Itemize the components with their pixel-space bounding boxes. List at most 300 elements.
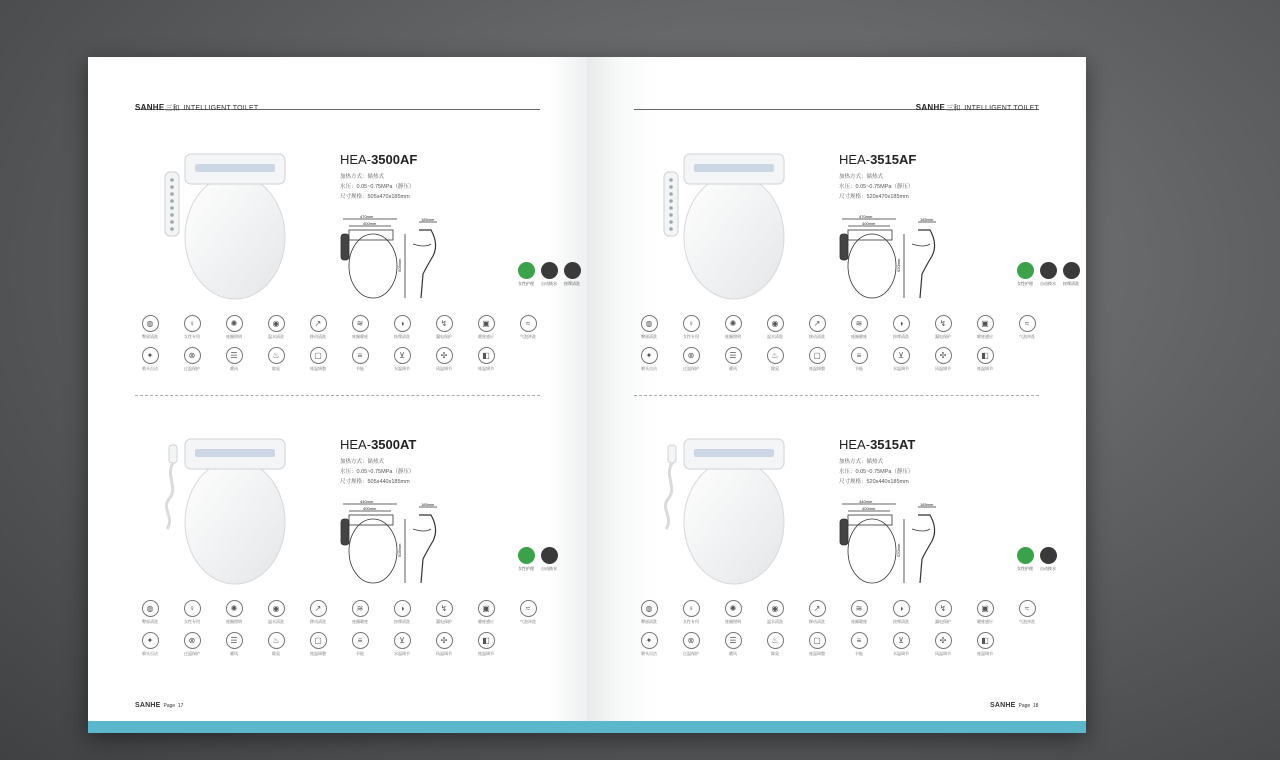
feature-label: 风温调节 <box>436 366 452 371</box>
feature-label: 暖风 <box>729 651 737 656</box>
feature-item <box>135 600 165 625</box>
feature-badges <box>1014 547 1104 577</box>
feature-item <box>718 632 748 657</box>
svg-text:400mm: 400mm <box>862 506 876 511</box>
feature-item <box>1012 600 1042 625</box>
feature-item <box>177 347 207 372</box>
feature-label: 暖座感应 <box>478 619 494 624</box>
feature-icon: ⊻ <box>893 347 910 364</box>
feature-icon: ◑ <box>394 600 411 617</box>
feature-label: 暖座感应 <box>977 619 993 624</box>
feature-icon: ✦ <box>142 632 159 649</box>
right-page <box>587 57 1086 721</box>
svg-text:520mm: 520mm <box>896 258 901 272</box>
accent-bar <box>88 721 1086 733</box>
feature-label: 臀部清洗 <box>142 619 158 624</box>
feature-label: 过温保护 <box>683 366 699 371</box>
feature-icon: ◉ <box>767 600 784 617</box>
feature-item <box>345 600 375 625</box>
feature-label: 座温调整 <box>310 651 326 656</box>
feature-item <box>387 632 417 657</box>
feature-icon: ✦ <box>142 347 159 364</box>
feature-icon: ✣ <box>436 632 453 649</box>
feature-item <box>760 600 790 625</box>
feature-label: 座温调节 <box>977 651 993 656</box>
feature-label: 暖风 <box>230 651 238 656</box>
feature-icon: ↗ <box>809 600 826 617</box>
feature-label: 风温调节 <box>436 651 452 656</box>
catalog-spread <box>88 57 1086 733</box>
feature-item <box>303 600 333 625</box>
feature-label: 移动清洗 <box>809 619 825 624</box>
feature-item <box>634 347 664 372</box>
feature-label: 水温调节 <box>893 366 909 371</box>
feature-badge <box>1014 547 1036 572</box>
feature-icon: ✣ <box>436 347 453 364</box>
feature-icon: ◑ <box>893 600 910 617</box>
feature-icon: ◉ <box>767 315 784 332</box>
feature-icon: ↯ <box>935 315 952 332</box>
feature-item <box>387 600 417 625</box>
badge-label: 自动换水 <box>541 281 557 286</box>
feature-label: 女性专用 <box>184 334 200 339</box>
feature-item <box>429 315 459 340</box>
feature-item <box>345 315 375 340</box>
feature-label: 女性专用 <box>683 334 699 339</box>
page-header <box>135 97 540 110</box>
badge-icon <box>1040 547 1057 564</box>
model-name <box>839 437 915 452</box>
model-prefix: HEA- <box>340 437 372 452</box>
feature-icon: ☰ <box>725 632 742 649</box>
feature-badge <box>1014 262 1036 287</box>
feature-item <box>177 632 207 657</box>
feature-icon-row <box>634 600 1044 630</box>
feature-item <box>802 632 832 657</box>
feature-item <box>886 632 916 657</box>
feature-icon: ≋ <box>851 600 868 617</box>
feature-label: 按摩清洗 <box>893 619 909 624</box>
feature-icon: ⊗ <box>184 632 201 649</box>
feature-item <box>429 632 459 657</box>
svg-text:400mm: 400mm <box>862 221 876 226</box>
feature-item <box>886 347 916 372</box>
model-prefix: HEA- <box>839 152 871 167</box>
feature-label: 水温调节 <box>394 651 410 656</box>
feature-item <box>135 315 165 340</box>
badge-label: 自动换水 <box>1040 281 1056 286</box>
feature-label: 漏电保护 <box>436 334 452 339</box>
feature-item <box>135 347 165 372</box>
brand-logo: SANHE <box>915 103 946 112</box>
section-divider <box>135 395 540 396</box>
feature-item <box>219 347 249 372</box>
feature-label: 座圈暖座 <box>851 619 867 624</box>
feature-label: 暖风 <box>230 366 238 371</box>
feature-label: 过温保护 <box>184 651 200 656</box>
spec-line: 尺寸规格：505x470x185mm <box>340 194 410 200</box>
svg-text:520mm: 520mm <box>896 543 901 557</box>
feature-item <box>634 600 664 625</box>
spec-line: 加热方式：储热式 <box>839 174 884 180</box>
feature-label: 座圈照明 <box>725 619 741 624</box>
feature-item <box>718 315 748 340</box>
feature-icon-row <box>135 600 545 630</box>
svg-text:440mm: 440mm <box>859 499 873 504</box>
feature-item <box>676 600 706 625</box>
left-page <box>88 57 587 721</box>
feature-label: 座圈暖座 <box>352 334 368 339</box>
feature-item <box>634 632 664 657</box>
brand-logo: SANHE <box>135 103 165 112</box>
page-footer <box>990 702 1038 709</box>
feature-label: 座圈照明 <box>226 619 242 624</box>
feature-item <box>429 600 459 625</box>
dimension-diagram <box>834 214 954 306</box>
header-title: INTELLIGENT TOILET <box>964 105 1039 112</box>
badge-label: 按摩清洗 <box>1063 281 1079 286</box>
feature-label: 温水清洗 <box>268 619 284 624</box>
feature-item <box>219 600 249 625</box>
feature-icon-row <box>634 632 1044 662</box>
badge-icon <box>564 262 581 279</box>
badge-icon <box>518 262 535 279</box>
feature-icon: ⊗ <box>683 347 700 364</box>
spec-line: 水压：0.05~0.75MPa（静压） <box>839 184 914 190</box>
feature-item <box>844 347 874 372</box>
feature-label: 气泡冲洗 <box>520 334 536 339</box>
feature-icon-row <box>135 347 545 377</box>
feature-icon: ◍ <box>142 315 159 332</box>
feature-label: 暖风 <box>729 366 737 371</box>
feature-label: 座温调整 <box>809 651 825 656</box>
feature-label: 除臭 <box>272 651 280 656</box>
footer-brand: SANHE <box>990 702 1016 709</box>
feature-item <box>760 632 790 657</box>
svg-text:400mm: 400mm <box>363 506 377 511</box>
feature-item <box>844 600 874 625</box>
feature-icon: ♀ <box>184 600 201 617</box>
feature-icon: ⊗ <box>683 632 700 649</box>
feature-item <box>177 315 207 340</box>
spec-line: 加热方式：储热式 <box>340 174 385 180</box>
feature-item <box>928 632 958 657</box>
feature-badge <box>561 262 583 287</box>
feature-icon: ↯ <box>935 600 952 617</box>
feature-item <box>219 632 249 657</box>
page-number: 18 <box>1032 703 1039 709</box>
model-name <box>340 437 416 452</box>
feature-icon: ✦ <box>641 347 658 364</box>
feature-item <box>760 347 790 372</box>
feature-badge <box>515 262 537 287</box>
feature-item <box>634 315 664 340</box>
feature-icon: ◉ <box>268 600 285 617</box>
feature-icon: ≈ <box>520 600 537 617</box>
feature-icon: ☰ <box>226 347 243 364</box>
feature-item <box>513 315 543 340</box>
feature-icon: ▢ <box>809 347 826 364</box>
model-code: 3515AF <box>870 152 917 167</box>
feature-icon: ✺ <box>226 315 243 332</box>
spec-line: 水压：0.05~0.75MPa（静压） <box>340 469 415 475</box>
feature-icon: ≡ <box>851 632 868 649</box>
feature-badge <box>1037 262 1059 287</box>
dimension-diagram <box>834 499 954 591</box>
feature-icon: ↗ <box>310 315 327 332</box>
feature-icon: ▣ <box>977 600 994 617</box>
feature-icon: ≋ <box>851 315 868 332</box>
feature-label: 气泡冲洗 <box>520 619 536 624</box>
feature-label: 漏电保护 <box>935 334 951 339</box>
header-title: INTELLIGENT TOILET <box>183 105 259 112</box>
feature-icon: ◉ <box>268 315 285 332</box>
feature-item <box>802 347 832 372</box>
section-divider <box>634 395 1039 396</box>
badge-label: 女性护理 <box>1017 281 1033 286</box>
badge-icon <box>1063 262 1080 279</box>
svg-text:470mm: 470mm <box>360 214 374 219</box>
feature-label: 座温调节 <box>977 366 993 371</box>
feature-label: 气泡冲洗 <box>1019 619 1035 624</box>
feature-icon: ◧ <box>478 632 495 649</box>
feature-item <box>928 347 958 372</box>
spec-line: 加热方式：储热式 <box>340 459 385 465</box>
feature-label: 座温调节 <box>478 366 494 371</box>
feature-label: 温水清洗 <box>767 334 783 339</box>
feature-item <box>928 315 958 340</box>
feature-label: 温水清洗 <box>767 619 783 624</box>
feature-label: 除臭 <box>771 651 779 656</box>
spec-line: 水压：0.05~0.75MPa（静压） <box>839 469 914 475</box>
feature-label: 过温保护 <box>184 366 200 371</box>
product-block <box>634 152 1094 422</box>
feature-label: 节能 <box>356 366 364 371</box>
feature-icon: ◑ <box>893 315 910 332</box>
feature-label: 女性专用 <box>184 619 200 624</box>
model-code: 3500AT <box>371 437 417 452</box>
feature-label: 座圈照明 <box>226 334 242 339</box>
spec-line: 加热方式：储热式 <box>839 459 884 465</box>
feature-item <box>303 347 333 372</box>
feature-label: 座圈暖座 <box>851 334 867 339</box>
feature-icon: ◧ <box>478 347 495 364</box>
feature-item <box>177 600 207 625</box>
feature-item <box>886 600 916 625</box>
feature-icon: ≡ <box>352 632 369 649</box>
feature-label: 水温调节 <box>394 366 410 371</box>
svg-text:470mm: 470mm <box>859 214 873 219</box>
feature-icon: ✺ <box>226 600 243 617</box>
feature-icon-row <box>135 632 545 662</box>
feature-icon: ↯ <box>436 600 453 617</box>
feature-label: 喷头自洁 <box>142 366 158 371</box>
feature-icon-row <box>634 315 1044 345</box>
svg-text:185mm: 185mm <box>920 502 934 507</box>
spec-line: 尺寸规格：505x440x185mm <box>340 479 410 485</box>
brand-cn: 三和 <box>946 105 961 112</box>
feature-icon: ▢ <box>809 632 826 649</box>
feature-icon: ♨ <box>767 347 784 364</box>
feature-icon-row <box>634 347 1044 377</box>
svg-text:505mm: 505mm <box>397 258 402 272</box>
feature-label: 座温调整 <box>809 366 825 371</box>
feature-item <box>429 347 459 372</box>
feature-item <box>928 600 958 625</box>
feature-item <box>718 600 748 625</box>
product-photo <box>135 437 305 587</box>
badge-icon <box>1017 262 1034 279</box>
feature-icon: ≡ <box>851 347 868 364</box>
feature-label: 臀部清洗 <box>641 619 657 624</box>
feature-icon: ↗ <box>310 600 327 617</box>
feature-icon: ♨ <box>767 632 784 649</box>
feature-icon: ▣ <box>478 315 495 332</box>
model-code: 3500AF <box>371 152 418 167</box>
feature-icon: ▣ <box>977 315 994 332</box>
feature-icon: ◍ <box>641 315 658 332</box>
feature-label: 暖座感应 <box>478 334 494 339</box>
product-photo <box>634 152 804 302</box>
feature-label: 漏电保护 <box>935 619 951 624</box>
badge-label: 女性护理 <box>518 281 534 286</box>
badge-icon <box>541 262 558 279</box>
feature-icon: ✺ <box>725 315 742 332</box>
feature-label: 除臭 <box>771 366 779 371</box>
feature-badge <box>1037 547 1059 572</box>
page-number: 17 <box>177 703 184 709</box>
model-name <box>839 152 916 167</box>
feature-icon: ✺ <box>725 600 742 617</box>
svg-text:400mm: 400mm <box>363 221 377 226</box>
feature-icon: ✣ <box>935 347 952 364</box>
feature-icon: ⊻ <box>394 347 411 364</box>
feature-icon: ☰ <box>725 347 742 364</box>
badge-label: 自动换水 <box>1040 566 1056 571</box>
feature-item <box>676 315 706 340</box>
feature-item <box>219 315 249 340</box>
feature-item <box>303 315 333 340</box>
model-prefix: HEA- <box>340 152 372 167</box>
feature-icon: ⊗ <box>184 347 201 364</box>
brand-cn: 三和 <box>165 105 180 112</box>
feature-item <box>802 315 832 340</box>
feature-item <box>760 315 790 340</box>
feature-item <box>802 600 832 625</box>
feature-icon: ♨ <box>268 632 285 649</box>
feature-item <box>261 600 291 625</box>
feature-icon: ◑ <box>394 315 411 332</box>
dimension-diagram <box>335 499 455 591</box>
feature-icon: ▣ <box>478 600 495 617</box>
feature-label: 按摩清洗 <box>394 334 410 339</box>
feature-item <box>261 315 291 340</box>
badge-label: 自动换水 <box>541 566 557 571</box>
feature-label: 臀部清洗 <box>142 334 158 339</box>
feature-label: 座圈暖座 <box>352 619 368 624</box>
page-label: Page <box>163 703 176 709</box>
feature-label: 节能 <box>356 651 364 656</box>
svg-text:505mm: 505mm <box>397 543 402 557</box>
feature-label: 移动清洗 <box>809 334 825 339</box>
feature-icon: ◍ <box>641 600 658 617</box>
feature-label: 移动清洗 <box>310 619 326 624</box>
feature-label: 节能 <box>855 651 863 656</box>
badge-label: 女性护理 <box>518 566 534 571</box>
feature-icon: ♨ <box>268 347 285 364</box>
footer-brand: SANHE <box>135 702 161 709</box>
feature-item <box>513 600 543 625</box>
feature-label: 女性专用 <box>683 619 699 624</box>
feature-label: 温水清洗 <box>268 334 284 339</box>
feature-item <box>970 600 1000 625</box>
feature-item <box>261 632 291 657</box>
feature-label: 喷头自洁 <box>142 651 158 656</box>
feature-icon: ☰ <box>226 632 243 649</box>
feature-item <box>471 315 501 340</box>
feature-item <box>471 632 501 657</box>
feature-label: 移动清洗 <box>310 334 326 339</box>
page-footer <box>135 702 183 709</box>
feature-item <box>471 347 501 372</box>
spec-line: 水压：0.05~0.75MPa（静压） <box>340 184 415 190</box>
product-photo <box>634 437 804 587</box>
feature-icon: ◧ <box>977 632 994 649</box>
svg-text:185mm: 185mm <box>920 217 934 222</box>
feature-badge <box>538 262 560 287</box>
feature-icon: ≋ <box>352 600 369 617</box>
spec-line: 尺寸规格：520x440x185mm <box>839 479 909 485</box>
feature-item <box>844 632 874 657</box>
feature-icon-row <box>135 315 545 345</box>
feature-label: 节能 <box>855 366 863 371</box>
feature-item <box>471 600 501 625</box>
feature-item <box>844 315 874 340</box>
feature-item <box>345 347 375 372</box>
feature-icon: ♀ <box>683 600 700 617</box>
feature-icon: ≡ <box>352 347 369 364</box>
feature-item <box>886 315 916 340</box>
feature-item <box>387 347 417 372</box>
page-header <box>634 97 1039 110</box>
feature-item <box>387 315 417 340</box>
feature-item <box>970 632 1000 657</box>
feature-icon: ≈ <box>1019 600 1036 617</box>
feature-icon: ◧ <box>977 347 994 364</box>
feature-label: 座温调整 <box>310 366 326 371</box>
feature-badge <box>1060 262 1082 287</box>
badge-label: 女性护理 <box>1017 566 1033 571</box>
feature-label: 按摩清洗 <box>893 334 909 339</box>
badge-icon <box>1017 547 1034 564</box>
badge-icon <box>1040 262 1057 279</box>
feature-icon: ⊻ <box>394 632 411 649</box>
page-label: Page <box>1018 703 1031 709</box>
feature-item <box>676 347 706 372</box>
svg-text:440mm: 440mm <box>360 499 374 504</box>
feature-item <box>345 632 375 657</box>
product-block <box>634 437 1094 707</box>
badge-icon <box>518 547 535 564</box>
svg-text:185mm: 185mm <box>421 217 435 222</box>
feature-icon: ↗ <box>809 315 826 332</box>
feature-icon: ✦ <box>641 632 658 649</box>
feature-label: 座圈照明 <box>725 334 741 339</box>
feature-item <box>1012 315 1042 340</box>
feature-icon: ◍ <box>142 600 159 617</box>
feature-badge <box>515 547 537 572</box>
feature-label: 喷头自洁 <box>641 366 657 371</box>
